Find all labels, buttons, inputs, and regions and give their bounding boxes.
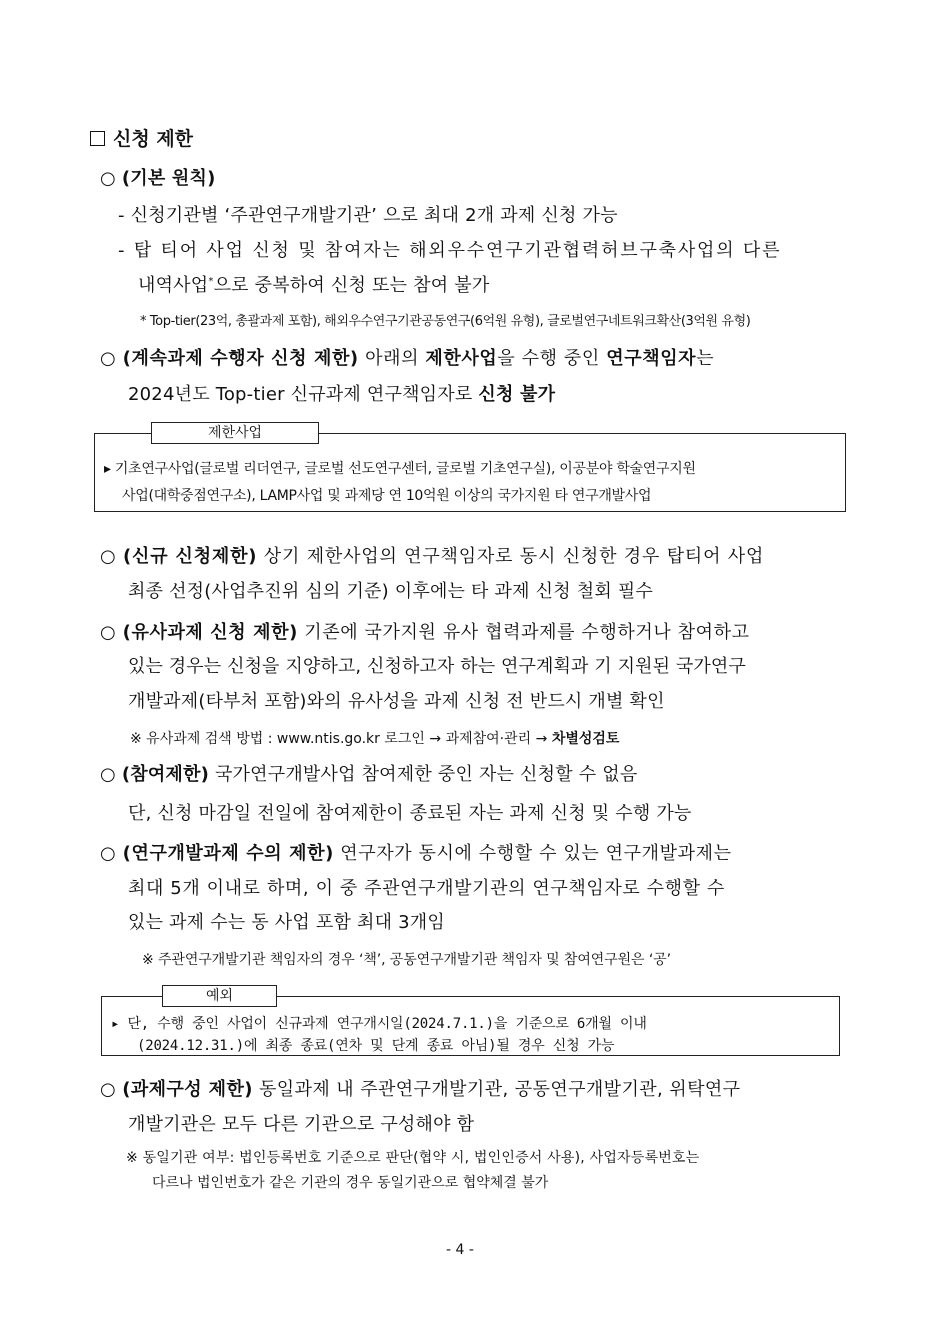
count-limit-line1: ○ (연구개발과제 수의 제한) 연구자가 동시에 수행할 수 있는 연구개발과제는 <box>100 843 732 864</box>
composition-line1: ○ (과제구성 제한) 동일과제 내 주관연구개발기관, 공동연구개발기관, 위탁연구 <box>100 1079 741 1100</box>
participation-line1: ○ (참여제한) 국가연구개발사업 참여제한 중인 자는 신청할 수 없음 <box>100 764 638 785</box>
similar-note: ※ 유사과제 검색 방법 : www.ntis.go.kr 로그인 → 과제참여·관리 → 차별성검토 <box>130 731 620 747</box>
count-limit-note: ※ 주관연구개발기관 책임자의 경우 ‘책’, 공동연구개발기관 책임자 및 참여연구원은 ‘공’ <box>142 952 671 968</box>
section-title: 신청 제한 <box>90 124 193 151</box>
restricted-programs-tag: 제한사업 <box>151 422 319 444</box>
exception-box-line2: (2024.12.31.)에 최종 종료(연차 및 단계 종료 아님)될 경우 신청 가능 <box>137 1038 615 1054</box>
restricted-box-line2: 사업(대학중점연구소), LAMP사업 및 과제당 연 10억원 이상의 국가지원 타 연구개발사업 <box>122 488 652 504</box>
basic-footnote: * Top-tier(23억, 총괄과제 포함), 해외우수연구기관공동연구(6억원 유형), 글로벌연구네트워크확산(3억원 유형) <box>140 314 751 329</box>
new-apply-line2: 최종 선정(사업추진위 심의 기준) 이후에는 타 과제 신청 철회 필수 <box>128 581 654 602</box>
continuing-line2: 2024년도 Top-tier 신규과제 연구책임자로 신청 불가 <box>128 384 556 405</box>
page-number: - 4 - <box>446 1242 474 1258</box>
exception-tag: 예외 <box>162 985 277 1007</box>
checkbox-square-icon <box>90 131 105 146</box>
composition-note-line1: ※ 동일기관 여부: 법인등록번호 기준으로 판단(협약 시, 법인인증서 사용), 사업자등록번호는 <box>126 1150 700 1166</box>
new-apply-line1: ○ (신규 신청제한) 상기 제한사업의 연구책임자로 동시 신청한 경우 탑티어 사업 <box>100 546 765 567</box>
continuing-line1: ○ (계속과제 수행자 신청 제한) 아래의 제한사업을 수행 중인 연구책임자는 <box>100 348 715 369</box>
basic-heading: ○ (기본 원칙) <box>100 168 216 189</box>
similar-line2: 있는 경우는 신청을 지양하고, 신청하고자 하는 연구계획과 기 지원된 국가연구 <box>128 656 746 677</box>
similar-line3: 개발과제(타부처 포함)와의 유사성을 과제 신청 전 반드시 개별 확인 <box>128 691 665 712</box>
composition-note-line2: 다르나 법인번호가 같은 기관의 경우 동일기관으로 협약체결 불가 <box>152 1175 549 1191</box>
restricted-box-line1: ▸ 기초연구사업(글로벌 리더연구, 글로벌 선도연구센터, 글로벌 기초연구실), 이공분야 학술연구지원 <box>104 461 696 477</box>
count-limit-line3: 있는 과제 수는 동 사업 포함 최대 3개임 <box>128 912 445 933</box>
exception-box-line1: ▸ 단, 수행 중인 사업이 신규과제 연구개시일(2024.7.1.)을 기준으로 6개월 이내 <box>111 1016 647 1032</box>
composition-line2: 개발기관은 모두 다른 기관으로 구성해야 함 <box>128 1114 475 1135</box>
similar-line1: ○ (유사과제 신청 제한) 기존에 국가지원 유사 협력과제를 수행하거나 참여하고 <box>100 622 750 643</box>
basic-bullet-1: - 신청기관별 ‘주관연구개발기관’ 으로 최대 2개 과제 신청 가능 <box>118 205 618 226</box>
participation-line2: 단, 신청 마감일 전일에 참여제한이 종료된 자는 과제 신청 및 수행 가능 <box>128 803 692 824</box>
basic-bullet-2-line1: - 탑 티어 사업 신청 및 참여자는 해외우수연구기관협력허브구축사업의 다른 <box>118 240 782 261</box>
basic-bullet-2-line2: 내역사업*으로 중복하여 신청 또는 참여 불가 <box>138 275 490 296</box>
count-limit-line2: 최대 5개 이내로 하며, 이 중 주관연구개발기관의 연구책임자로 수행할 수 <box>128 878 725 899</box>
